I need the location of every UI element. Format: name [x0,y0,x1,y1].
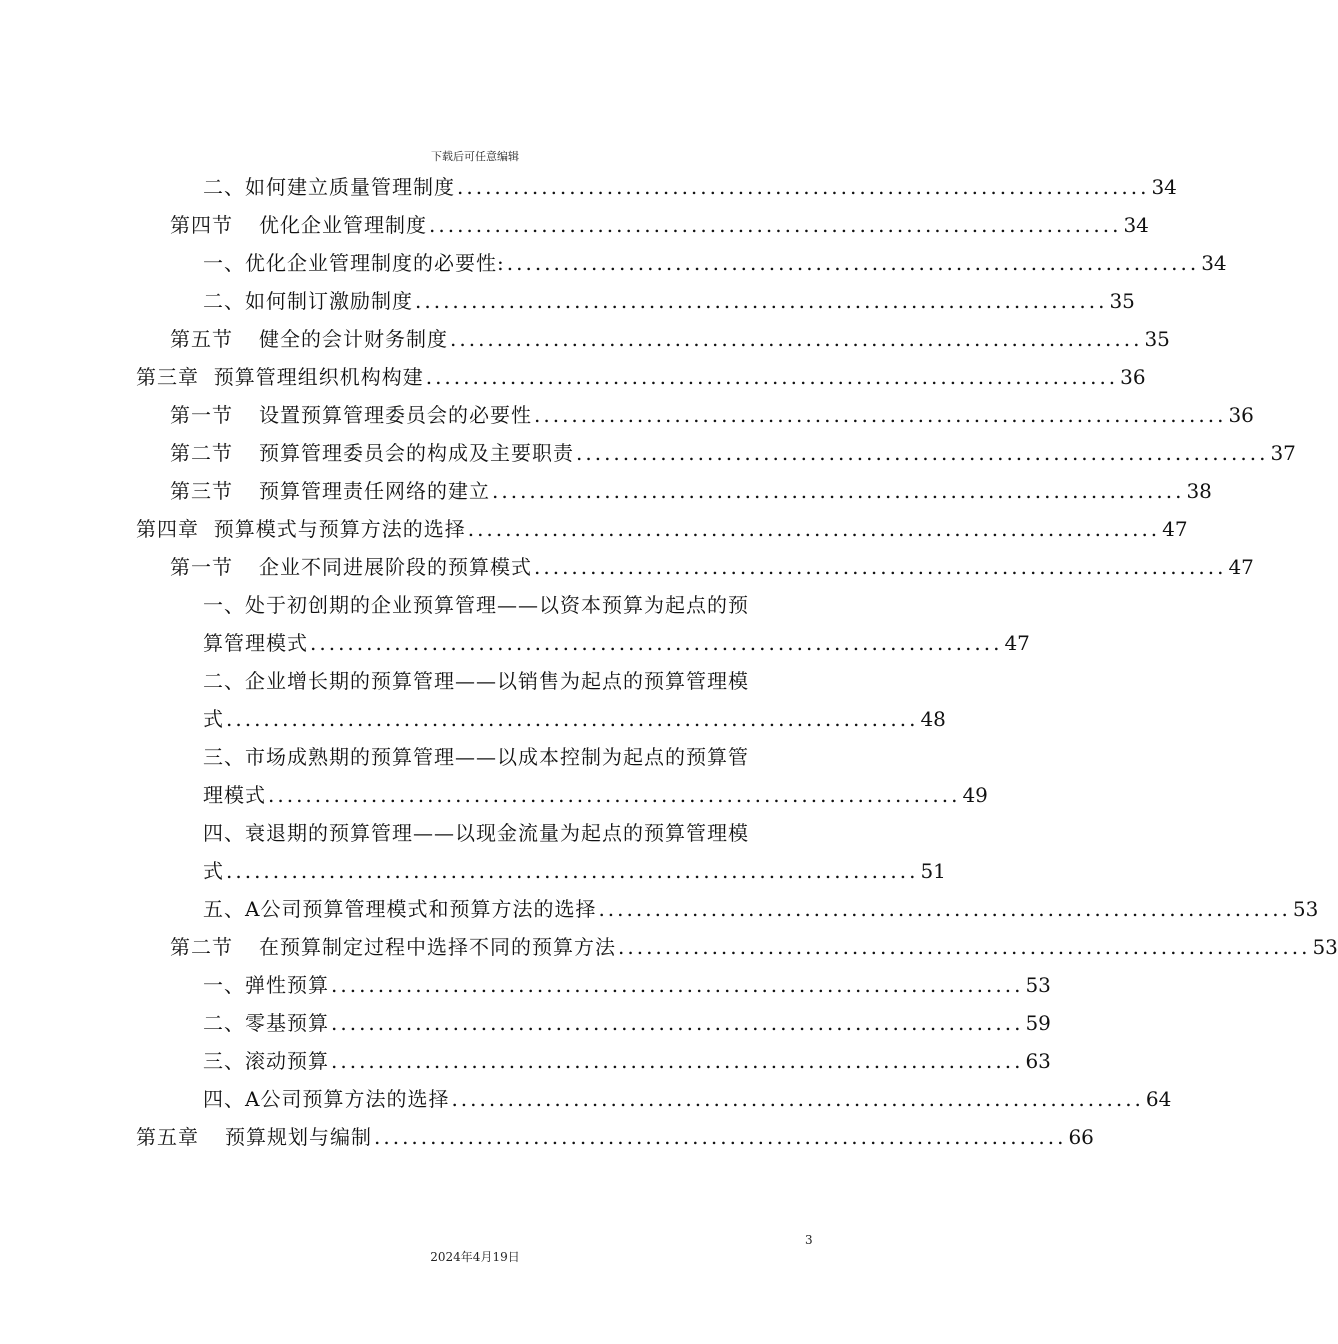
toc-entry-page: 35 [1109,289,1135,313]
toc-entry-title: 衰退期的预算管理——以现金流量为起点的预算管理模 [245,821,749,845]
toc-entry[interactable] [170,472,1212,510]
toc-entry-prefix: 第三节 [170,479,233,503]
toc-entry-page: 36 [1228,403,1254,427]
toc-entry-title: 处于初创期的企业预算管理——以资本预算为起点的预 [245,593,749,617]
toc-leader-dots: .......................................................................... [467,517,1161,541]
toc-entry-title: 零基预算 [245,1011,329,1035]
toc-leader-dots: .......................................................................... [374,1125,1067,1149]
toc-entry-prefix: 第二节 [170,441,233,465]
toc-entry-prefix: 第五节 [170,327,233,351]
toc-leader-dots: .......................................................................... [576,441,1269,465]
toc-leader-dots: .......................................................................... [598,897,1291,921]
toc-entry-prefix: 第二节 [170,935,233,959]
toc-entry[interactable] [203,776,988,814]
toc-entry-title: 弹性预算 [245,973,329,997]
page-footer-date: 2024年4月19日 [430,1250,520,1264]
toc-entry-page: 53 [1312,935,1338,959]
toc-entry-continuation: 式 [203,859,224,883]
toc-entry[interactable] [170,434,1296,472]
toc-entry-prefix: 一、 [203,593,245,617]
toc-entry-title: A公司预算管理模式和预算方法的选择 [245,897,597,921]
toc-entry[interactable] [203,1080,1172,1118]
toc-entry[interactable] [170,206,1149,244]
toc-entry-title: 如何制订激励制度 [245,289,413,313]
toc-leader-dots: .......................................................................... [450,327,1143,351]
toc-entry[interactable] [203,282,1135,320]
toc-entry-page: 59 [1025,1011,1051,1035]
toc-leader-dots: .......................................................................... [331,1049,1024,1073]
toc-entry-prefix: 四、 [203,1087,245,1111]
toc-entry[interactable] [203,168,1177,206]
toc-entry-prefix: 五、 [203,897,245,921]
toc-leader-dots: .......................................................................... [618,935,1311,959]
toc-entry-prefix: 一、 [203,973,245,997]
toc-entry-first-line[interactable] [203,586,814,624]
toc-entry-prefix: 三、 [203,745,245,769]
toc-entry-page: 47 [1228,555,1254,579]
toc-entry-title: 预算管理责任网络的建立 [259,479,490,503]
toc-leader-dots: .......................................................................... [451,1087,1144,1111]
toc-leader-dots: .......................................................................... [534,555,1227,579]
toc-entry-prefix: 四、 [203,821,245,845]
toc-entry[interactable] [170,548,1254,586]
toc-entry-title: 滚动预算 [245,1049,329,1073]
toc-leader-dots: .......................................................................... [310,631,1003,655]
toc-entry-page: 47 [1162,517,1188,541]
toc-entry-page: 38 [1186,479,1212,503]
toc-entry-title: 预算模式与预算方法的选择 [213,517,466,541]
toc-entry-page: 35 [1144,327,1170,351]
toc-entry-title: 优化企业管理制度 [259,213,427,237]
toc-entry-page: 63 [1025,1049,1051,1073]
toc-leader-dots: .......................................................................... [425,365,1119,389]
toc-entry-continuation: 式 [203,707,224,731]
toc-entry-page: 53 [1025,973,1051,997]
toc-leader-dots: .......................................................................... [226,859,919,883]
toc-entry[interactable] [136,358,1146,396]
toc-entry-prefix: 第一节 [170,403,233,427]
toc-entry-title: A公司预算方法的选择 [245,1087,450,1111]
toc-leader-dots: .......................................................................... [534,403,1227,427]
toc-entry-prefix: 二、 [203,1011,245,1035]
toc-entry-continuation: 算管理模式 [203,631,308,655]
toc-entry-page: 66 [1068,1125,1094,1149]
toc-entry-title: 预算管理委员会的构成及主要职责 [259,441,574,465]
toc-leader-dots: .......................................................................... [268,783,961,807]
toc-entry-prefix: 一、 [203,251,245,275]
toc-entry-title: 设置预算管理委员会的必要性 [259,403,532,427]
toc-entry-title: 预算管理组织机构构建 [213,365,424,389]
toc-entry-first-line[interactable] [203,662,814,700]
toc-entry-continuation: 理模式 [203,783,266,807]
toc-entry-page: 34 [1201,251,1227,275]
toc-entry-prefix: 二、 [203,289,245,313]
toc-entry[interactable] [203,624,1030,662]
toc-entry-page: 47 [1004,631,1030,655]
toc-entry-page: 34 [1123,213,1149,237]
toc-leader-dots: .......................................................................... [331,1011,1024,1035]
toc-entry[interactable] [203,244,1227,282]
toc-entry-page: 37 [1270,441,1296,465]
toc-entry-title: 企业不同进展阶段的预算模式 [259,555,532,579]
toc-entry-title: 企业增长期的预算管理——以销售为起点的预算管理模 [245,669,749,693]
toc-leader-dots: .......................................................................... [226,707,919,731]
toc-leader-dots: .......................................................................... [415,289,1108,313]
toc-entry-title: 健全的会计财务制度 [259,327,448,351]
toc-entry[interactable] [170,396,1254,434]
toc-entry[interactable] [203,1042,1051,1080]
toc-entry[interactable] [203,890,1319,928]
toc-entry-title: 如何建立质量管理制度 [245,175,455,199]
toc-entry-page: 51 [920,859,946,883]
toc-entry-prefix: 第一节 [170,555,233,579]
toc-entry-title: 在预算制定过程中选择不同的预算方法 [259,935,616,959]
toc-entry-first-line[interactable] [203,814,814,852]
toc-entry-prefix: 第三章 [136,365,199,389]
toc-entry-first-line[interactable] [203,738,814,776]
toc-entry[interactable] [203,700,946,738]
toc-entry[interactable] [203,852,946,890]
toc-leader-dots: .......................................................................... [492,479,1185,503]
toc-entry-title: 预算规划与编制 [225,1125,372,1149]
toc-leader-dots: .......................................................................... [457,175,1150,199]
toc-entry-prefix: 二、 [203,669,245,693]
toc-entry-page: 64 [1145,1087,1172,1111]
toc-entry[interactable] [170,928,1338,966]
toc-entry-page: 49 [962,783,988,807]
toc-entry[interactable] [203,966,1051,1004]
toc-entry-prefix: 第四章 [136,517,199,541]
page-header: 下载后可任意编辑 [431,150,519,163]
toc-entry-page: 48 [920,707,946,731]
toc-entry-title: 市场成熟期的预算管理——以成本控制为起点的预算管 [245,745,749,769]
toc-leader-dots: .......................................................................... [331,973,1024,997]
toc-entry[interactable] [170,320,1170,358]
toc-entry[interactable] [136,510,1188,548]
toc-entry-prefix: 三、 [203,1049,245,1073]
toc-entry-page: 53 [1292,897,1319,921]
toc-entry-title: 优化企业管理制度的必要性: [245,251,505,275]
toc-entry-prefix: 第五章 [136,1125,199,1149]
toc-entry[interactable] [203,1004,1051,1042]
toc-entry-page: 34 [1151,175,1177,199]
toc-entry[interactable] [136,1118,1094,1156]
toc-leader-dots: .......................................................................... [429,213,1122,237]
toc-entry-page: 36 [1120,365,1146,389]
toc-leader-dots: .......................................................................... [506,251,1200,275]
toc-entry-prefix: 第四节 [170,213,233,237]
toc-entry-prefix: 二、 [203,175,245,199]
page-number: 3 [805,1233,813,1247]
